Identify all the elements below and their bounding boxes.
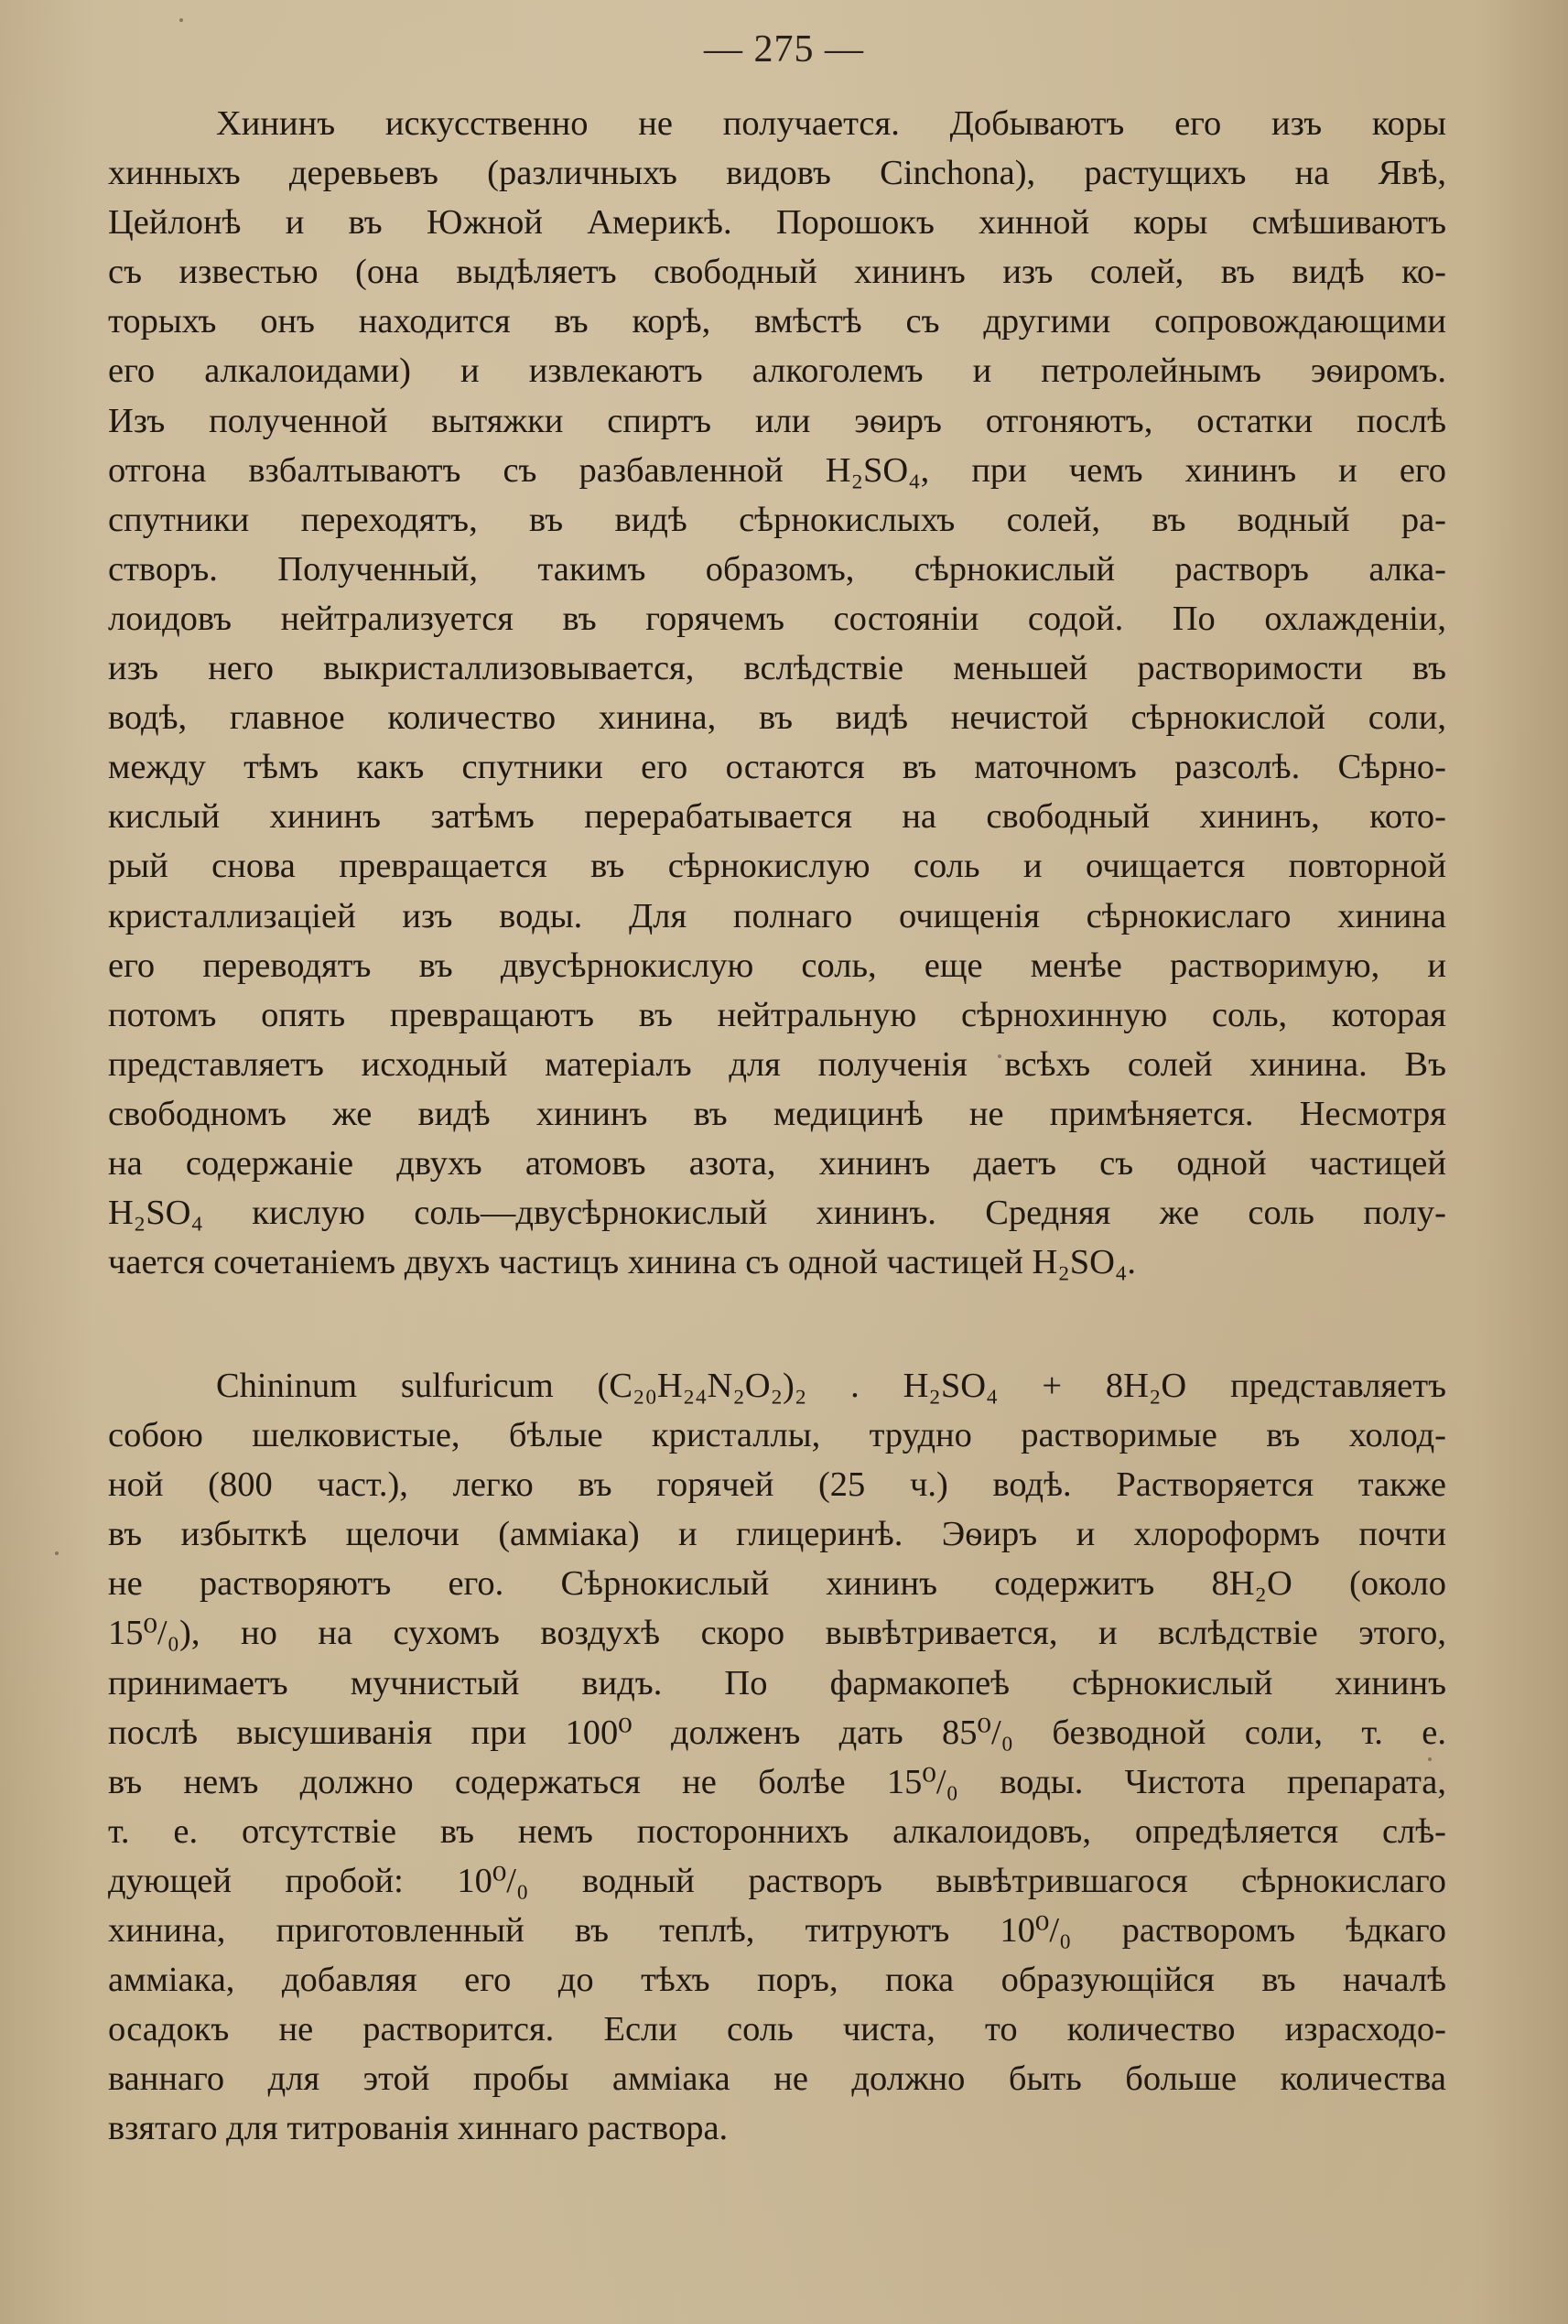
text-line: торыхъ онъ находится въ корѣ, вмѣстѣ съ другими сопровождающими xyxy=(108,302,1446,341)
text-line: его алкалоидами) и извлекаютъ алкоголемъ и петролейнымъ эѳиромъ. xyxy=(108,351,1446,391)
text-line: створъ. Полученный, такимъ образомъ, сѣрнокислый растворъ алка- xyxy=(108,549,1446,589)
text-line: отгона взбалтываютъ съ разбавленной H₂SO₄, при чемъ хининъ и его xyxy=(108,450,1446,490)
ink-speck xyxy=(179,18,183,22)
text-line: свободномъ же видѣ хининъ въ медицинѣ не примѣняется. Несмотря xyxy=(108,1094,1446,1133)
text-line: 15⁰/₀), но на сухомъ воздухѣ скоро вывѣтривается, и вслѣдствіе этого, xyxy=(108,1614,1446,1653)
text-line: Цейлонѣ и въ Южной Америкѣ. Порошокъ хинной коры смѣшиваютъ xyxy=(108,203,1446,243)
text-line: ной (800 част.), легко въ горячей (25 ч.) водѣ. Растворяется также xyxy=(108,1465,1446,1505)
text-line: ваннаго для этой пробы амміака не должно быть больше количества xyxy=(108,2059,1446,2099)
text-line: лоидовъ нейтрализуется въ горячемъ состояніи содой. По охлажденіи, xyxy=(108,599,1446,638)
text-line: изъ него выкристаллизовывается, вслѣдствіе меньшей растворимости въ xyxy=(108,649,1446,688)
text-line: Изъ полученной вытяжки спиртъ или эѳиръ отгоняютъ, остатки послѣ xyxy=(108,401,1446,440)
text-line: съ известью (она выдѣляетъ свободный хининъ изъ солей, въ видѣ ко- xyxy=(108,253,1446,292)
text-line: амміака, добавляя его до тѣхъ поръ, пока образующійся въ началѣ xyxy=(108,1961,1446,2000)
text-line: потомъ опять превращаютъ въ нейтральную сѣрнохинную соль, которая xyxy=(108,995,1446,1034)
text-line: т. е. отсутствіе въ немъ постороннихъ алкалоидовъ, опредѣляется слѣ- xyxy=(108,1811,1446,1851)
text-line: водѣ, главное количество хинина, въ видѣ нечистой сѣрнокислой соли, xyxy=(108,698,1446,738)
text-line: представляетъ исходный матеріалъ для полученія всѣхъ солей хинина. Въ xyxy=(108,1044,1446,1084)
text-line: собою шелковистые, бѣлые кристаллы, трудно растворимые въ холод- xyxy=(108,1416,1446,1455)
text-line: на содержаніе двухъ атомовъ азота, хининъ даетъ съ одной частицей xyxy=(108,1143,1446,1183)
page-number: — 275 — xyxy=(704,28,864,70)
text-line: H₂SO₄ кислую соль—двусѣрнокислый хининъ. Средняя же соль полу- xyxy=(108,1194,1446,1233)
text-line: въ избыткѣ щелочи (амміака) и глицеринѣ. Эѳиръ и хлороформъ почти xyxy=(108,1515,1446,1554)
text-line: кислый хининъ затѣмъ перерабатывается на свободный хининъ, кото- xyxy=(108,797,1446,837)
paragraph-2 xyxy=(108,1361,1446,2154)
text-line: хинныхъ деревьевъ (различныхъ видовъ Cinchona), растущихъ на Явѣ, xyxy=(108,154,1446,193)
ink-speck xyxy=(55,1551,59,1555)
text-line: дующей пробой: 10⁰/₀ водный растворъ вывѣтрившагося сѣрнокислаго xyxy=(108,1861,1446,1900)
text-line: принимаетъ мучнистый видъ. По фармакопеѣ сѣрнокислый хининъ xyxy=(108,1663,1446,1702)
paragraph-1 xyxy=(108,99,1446,1287)
text-line: взятаго для титрованія хиннаго раствора. xyxy=(108,2109,729,2148)
text-line: осадокъ не растворится. Если соль чиста, то количество израсходо- xyxy=(108,2010,1446,2049)
text-line: чается сочетаніемъ двухъ частицъ хинина съ одной частицей H₂SO₄. xyxy=(108,1243,1137,1282)
text-line: Chininum sulfuricum (C₂₀H₂₄N₂O₂)₂ . H₂SO₄ + 8H₂O представляетъ xyxy=(216,1367,1446,1405)
text-line: рый снова превращается въ сѣрнокислую соль и очищается повторной xyxy=(108,847,1446,886)
text-line: спутники переходятъ, въ видѣ сѣрнокислыхъ солей, въ водный ра- xyxy=(108,500,1446,539)
text-line: въ немъ должно содержаться не болѣе 15⁰/₀ воды. Чистота препарата, xyxy=(108,1762,1446,1801)
text-line: Хининъ искусственно не получается. Добываютъ его изъ коры xyxy=(216,104,1446,143)
text-line: послѣ высушиванія при 100⁰ долженъ дать 85⁰/₀ безводной соли, т. е. xyxy=(108,1713,1446,1752)
text-line: между тѣмъ какъ спутники его остаются въ маточномъ разсолѣ. Сѣрно- xyxy=(108,748,1446,787)
text-line: не растворяютъ его. Сѣрнокислый хининъ содержитъ 8H₂O (около xyxy=(108,1564,1446,1604)
text-line: его переводятъ въ двусѣрнокислую соль, еще менѣе растворимую, и xyxy=(108,946,1446,985)
text-line: кристаллизацiей изъ воды. Для полнаго очищенія сѣрнокислаго хинина xyxy=(108,896,1446,935)
text-line: хинина, приготовленный въ теплѣ, титруютъ 10⁰/₀ растворомъ ѣдкаго xyxy=(108,1911,1446,1951)
